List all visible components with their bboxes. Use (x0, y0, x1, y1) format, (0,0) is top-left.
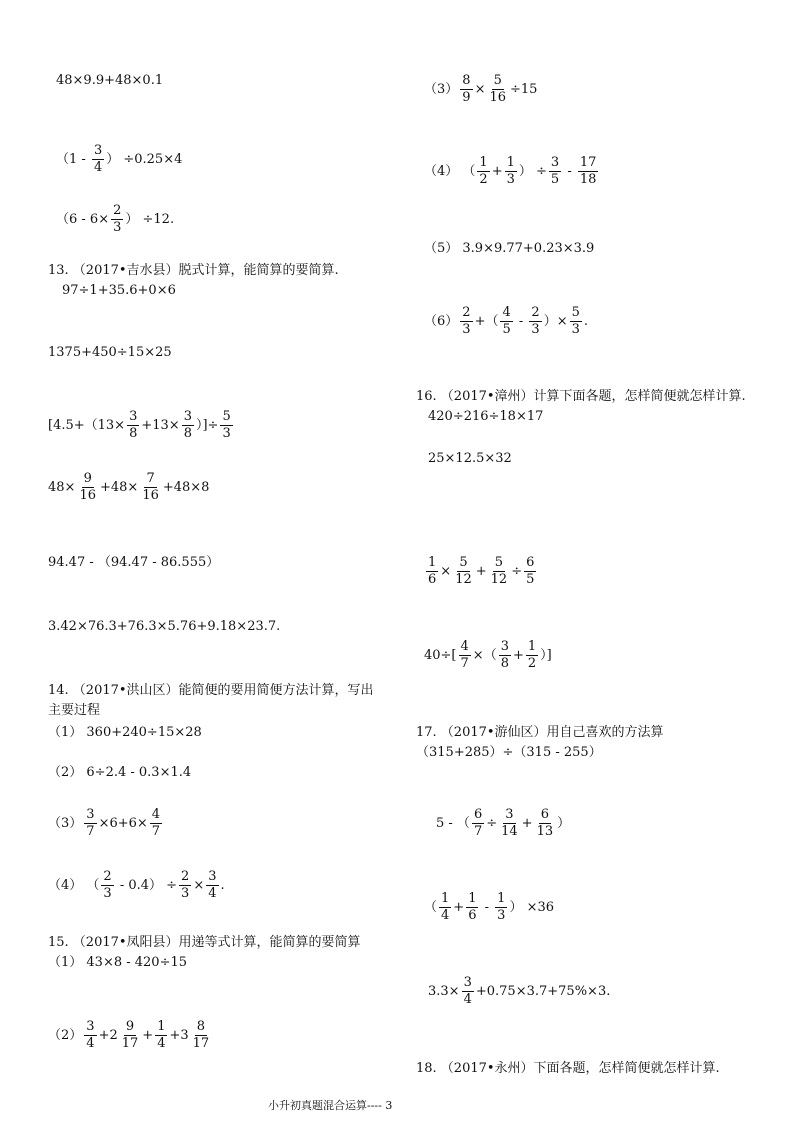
question-16-title: 16. （2017•漳州）计算下面各题，怎样简便就怎样计算. (416, 389, 746, 404)
fraction: $\frac{3}{7}$ (86, 807, 95, 839)
q17-expr-2: 5 - （ $\frac{6}{7}$ ÷ $\frac{3}{14}$ + $\frac{6}{13}$ ） (436, 807, 571, 839)
fraction: 2 3 (103, 869, 112, 901)
fraction: $\frac{2}{3}$ (113, 203, 122, 235)
q13-expr-3: [4.5+（13× $\frac{3}{8}$ +13× $\frac{3}{8}$ ）]÷ $\frac{5}{3}$ (48, 409, 231, 441)
q17-expr-4: 3.3× $\frac{3}{4}$ +0.75×3.7+75%×3. (428, 975, 611, 1007)
fraction: 1 2 (479, 155, 488, 187)
expr-48x9.9: 48×9.9+48×0.1 (56, 73, 164, 88)
expr-1-minus-3-4: （1 - 3 4 ） ÷0.25×4 (56, 143, 183, 175)
fraction: $\frac{5}{12}$ (455, 555, 472, 587)
right-expr-4: （4） （ 1 2 + $\frac{1}{3}$ ） ÷ $\frac{3}{5}$ - 17 18 (424, 155, 597, 187)
fraction: 2 3 (462, 305, 471, 337)
q16-expr-4: 40÷[ $\frac{4}{7}$ ×（ 3 8 + $\frac{1}{2}$ ）] (424, 639, 552, 671)
fraction: $\frac{8}{9}$ (462, 73, 471, 105)
fraction: $\frac{5}{16}$ (489, 73, 507, 105)
fraction: 1 4 (441, 891, 450, 923)
right-expr-5: （5） 3.9×9.77+0.23×3.9 (424, 241, 595, 256)
fraction: $\frac{3}{4}$ (208, 869, 217, 901)
q13-expr-2: 1375+450÷15×25 (48, 345, 172, 360)
fraction: 9 17 (121, 1019, 139, 1051)
expr-6-minus-6x2-3: （6 - 6× $\frac{2}{3}$ ） ÷12. (56, 203, 175, 235)
right-expr-3: （3） $\frac{8}{9}$ × $\frac{5}{16}$ ÷15 (424, 73, 538, 105)
fraction: $\frac{4}{7}$ (460, 639, 469, 671)
fraction: $\frac{3}{5}$ (550, 155, 560, 187)
fraction: $\frac{3}{14}$ (501, 807, 518, 839)
q14-expr-1: （1） 360+240÷15×28 (48, 725, 202, 740)
question-14-title-cont: 主要过程 (48, 703, 101, 718)
q13-expr-1: 97÷1+35.6+0×6 (62, 283, 176, 298)
right-expr-6: （6） 2 3 +（ 4 5 - 2 3 ）× $\frac{5}{3}$ . (424, 305, 589, 337)
fraction: $\frac{5}{3}$ (222, 409, 231, 441)
fraction: 17 18 (579, 155, 597, 187)
fraction: 3 4 (93, 143, 103, 175)
fraction: $\frac{3}{4}$ (463, 975, 472, 1007)
fraction: $\frac{5}{12}$ (490, 555, 508, 587)
fraction: $\frac{5}{3}$ (571, 305, 580, 337)
fraction: 4 5 (502, 305, 511, 337)
q14-expr-3: （3） $\frac{3}{7}$ ×6+6× $\frac{4}{7}$ (48, 807, 161, 839)
q13-expr-4: 48× $\frac{9}{16}$ +48× $\frac{7}{16}$ +48×8 (48, 471, 210, 503)
question-14-title: 14. （2017•洪山区）能简便的要用简便方法计算，写出 (48, 683, 374, 698)
q14-expr-2: （2） 6÷2.4 - 0.3×1.4 (48, 765, 192, 780)
fraction: $\frac{3}{8}$ (129, 409, 138, 441)
fraction: $\frac{1}{4}$ (157, 1019, 166, 1051)
q15-expr-1: （1） 43×8 - 420÷15 (48, 955, 188, 970)
fraction: $\frac{7}{16}$ (142, 471, 159, 503)
q15-expr-2: （2） 3 4 +2 9 17 + $\frac{1}{4}$ +3 8 17 (48, 1019, 210, 1051)
fraction: 3 8 (500, 639, 509, 671)
q16-expr-1: 420÷216÷18×17 (428, 409, 544, 424)
fraction: $\frac{6}{7}$ (473, 807, 483, 839)
fraction: 8 17 (192, 1019, 210, 1051)
fraction: $\frac{1}{2}$ (527, 639, 537, 671)
question-17-title: 17. （2017•游仙区）用自己喜欢的方法算 (416, 725, 664, 740)
fraction: $\frac{2}{3}$ (181, 869, 190, 901)
page-footer: 小升初真题混合运算---- 3 (268, 1099, 393, 1112)
fraction: $\frac{3}{8}$ (183, 409, 192, 441)
q17-expr-1: （315+285）÷（315 - 255） (416, 745, 602, 760)
fraction: $\frac{9}{16}$ (79, 471, 96, 503)
fraction: $\frac{4}{7}$ (151, 807, 161, 839)
fraction: 3 4 (86, 1019, 95, 1051)
q17-expr-3: （ 1 4 + $\frac{1}{6}$ - 1 3 ） ×36 (424, 891, 555, 923)
q14-expr-4: （4） （ 2 3 - 0.4） ÷ $\frac{2}{3}$ × $\frac{3}{4}$ . (48, 869, 225, 901)
fraction: 2 3 (531, 305, 540, 337)
question-15-title: 15. （2017•凤阳县）用递等式计算，能简算的要简算 (48, 935, 361, 950)
fraction: $\frac{6}{5}$ (526, 555, 535, 587)
q16-expr-2: 25×12.5×32 (428, 451, 512, 466)
question-13-title: 13. （2017•吉水县）脱式计算，能简算的要简算. (48, 263, 339, 278)
fraction: $\frac{1}{3}$ (506, 155, 515, 187)
fraction: $\frac{1}{6}$ (468, 891, 477, 923)
fraction: $\frac{6}{13}$ (536, 807, 554, 839)
fraction: $\frac{1}{6}$ (428, 555, 437, 587)
fraction: 1 3 (497, 891, 506, 923)
q13-expr-6: 3.42×76.3+76.3×5.76+9.18×23.7. (48, 619, 281, 634)
q16-expr-3: $\frac{1}{6}$ × $\frac{5}{12}$ + $\frac{5}{12}$ ÷ $\frac{6}{5}$ (428, 555, 535, 587)
question-18-title: 18. （2017•永州）下面各题，怎样简便就怎样计算. (416, 1061, 720, 1076)
q13-expr-5: 94.47 - （94.47 - 86.555） (48, 555, 220, 570)
